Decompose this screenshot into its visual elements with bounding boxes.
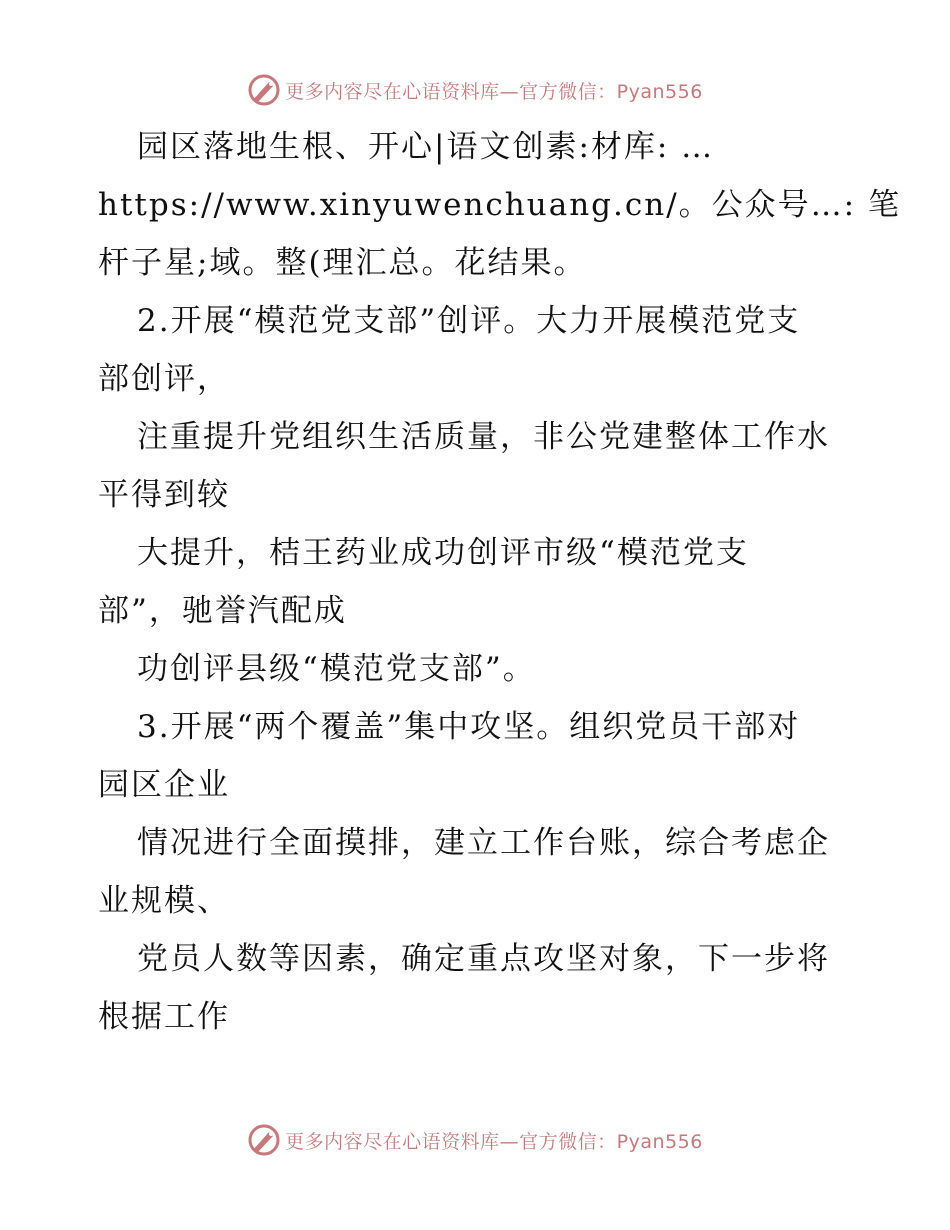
text-line: 园区落地生根、开心|语文创素:材库: … bbox=[137, 129, 715, 165]
text-line: 部”，驰誉汽配成 bbox=[98, 593, 347, 629]
text-line: 情况进行全面摸排，建立工作台账，综合考虑企 bbox=[137, 825, 830, 861]
pen-logo-icon bbox=[247, 1123, 281, 1157]
text-line: 2.开展“模范党支部”创评。大力开展模范党支 bbox=[137, 303, 801, 339]
pen-logo-icon bbox=[247, 73, 281, 107]
text-line: 园区企业 bbox=[98, 767, 230, 803]
watermark-account: Pyan556 bbox=[616, 80, 703, 103]
document-body bbox=[98, 118, 901, 1046]
watermark-text: 更多内容尽在心语资料库—官方微信： bbox=[285, 80, 617, 103]
text-line: 注重提升党组织生活质量，非公党建整体工作水 bbox=[137, 419, 830, 455]
text-line: 根据工作 bbox=[98, 999, 230, 1035]
text-line: 3.开展“两个覆盖”集中攻坚。组织党员干部对 bbox=[137, 709, 801, 745]
watermark-account: Pyan556 bbox=[616, 1130, 703, 1153]
text-line: 功创评县级“模范党支部”。 bbox=[137, 651, 536, 687]
text-line: 杆子星;域。整(理汇总。花结果。 bbox=[98, 245, 587, 281]
footer-watermark bbox=[0, 1120, 950, 1160]
header-watermark bbox=[0, 70, 950, 110]
text-line: 平得到较 bbox=[98, 477, 230, 513]
text-line: 业规模、 bbox=[98, 883, 230, 919]
text-line: 部创评， bbox=[98, 361, 230, 397]
text-line: 党员人数等因素，确定重点攻坚对象，下一步将 bbox=[137, 941, 830, 977]
text-line: 大提升，桔王药业成功创评市级“模范党支 bbox=[137, 535, 749, 571]
watermark-text: 更多内容尽在心语资料库—官方微信： bbox=[285, 1130, 617, 1153]
text-line: https://www.xinyuwenchuang.cn/。公众号…: 笔 bbox=[98, 187, 901, 223]
